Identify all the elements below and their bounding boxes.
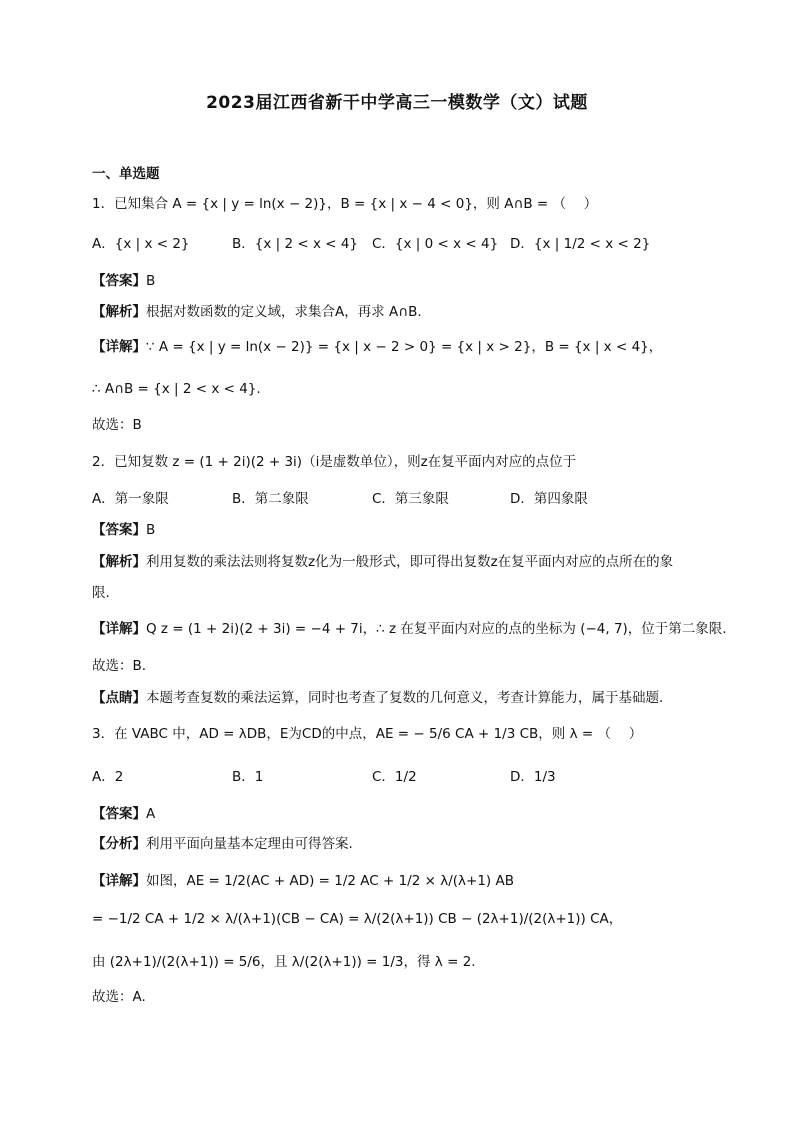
comment-tag: 【点睛】 [92,690,146,706]
q2-stem: 2．已知复数 z = (1 + 2i)(2 + 3i)（i是虚数单位），则z在复平面内对应的点位于 [92,454,577,470]
q3-detail-3: 由 (2λ+1)/(2(λ+1)) = 5/6，且 λ/(2(λ+1)) = 1/3，得 λ = 2. [92,954,476,970]
q2-option-a: A．第一象限 [92,491,169,507]
answer-tag: 【答案】 [92,273,146,289]
q3-stem: 3．在 VABC 中，AD = λDB，E为CD的中点，AE = − 5/6 CA + 1/3 CB，则 λ = （ ） [92,726,643,742]
q1-stem: 1．已知集合 A = {x | y = ln(x − 2)}，B = {x | x − 4 < 0}，则 A∩B = （ ） [92,196,598,212]
q2-option-b: B．第二象限 [232,491,309,507]
comment-text: 本题考查复数的乘法运算，同时也考查了复数的几何意义，考查计算能力，属于基础题. [146,690,664,706]
analysis-tag: 【解析】 [92,304,146,320]
answer-value: A [146,806,156,822]
q1-option-d: D．{x | 1/2 < x < 2} [510,236,651,252]
q2-detail [92,620,727,638]
section-heading: 一、单选题 [92,166,160,182]
detail-tag: 【详解】 [92,873,146,889]
answer-value: B [146,273,156,289]
q3-answer [92,805,155,823]
q1-option-a: A．{x | x < 2} [92,236,190,252]
q2-analysis [92,553,673,571]
analysis-text: 利用复数的乘法法则将复数z化为一般形式，即可得出复数z在复平面内对应的点所在的象 [146,554,674,570]
q2-comment [92,689,663,707]
analysis-tag: 【分析】 [92,836,146,852]
q1-choose: 故选：B [92,417,142,433]
q1-detail [92,338,662,356]
detail-text: ∵ A = {x | y = ln(x − 2)} = {x | x − 2 > 0} = {x | x > 2}，B = {x | x < 4}， [146,339,663,355]
q3-detail [92,872,514,890]
q1-option-b: B．{x | 2 < x < 4} [232,236,359,252]
q2-analysis-2: 限. [92,585,110,601]
answer-tag: 【答案】 [92,806,146,822]
q3-option-d: D．1/3 [510,769,556,785]
q3-option-c: C．1/2 [372,769,417,785]
q1-option-c: C．{x | 0 < x < 4} [372,236,499,252]
q1-detail-2: ∴ A∩B = {x | 2 < x < 4}. [92,381,261,397]
answer-tag: 【答案】 [92,522,146,538]
analysis-text: 利用平面向量基本定理由可得答案. [146,836,353,852]
q2-option-c: C．第三象限 [372,491,449,507]
q2-answer [92,521,155,539]
q2-option-d: D．第四象限 [510,491,588,507]
q1-analysis [92,303,422,321]
q1-answer [92,272,155,290]
q2-choose: 故选：B. [92,658,147,674]
detail-tag: 【详解】 [92,621,146,637]
analysis-text: 根据对数函数的定义域，求集合A，再求 A∩B. [146,304,422,320]
page-title: 2023届江西省新干中学高三一模数学（文）试题 [206,93,588,113]
q3-analysis [92,835,353,853]
detail-text: Q z = (1 + 2i)(2 + 3i) = −4 + 7i，∴ z 在复平面内对应的点的坐标为 (−4, 7)，位于第二象限. [146,621,727,637]
detail-tag: 【详解】 [92,339,146,355]
q3-option-a: A．2 [92,769,124,785]
analysis-tag: 【解析】 [92,554,146,570]
q3-detail-2: = −1/2 CA + 1/2 × λ/(λ+1)(CB − CA) = λ/(2(λ+1)) CB − (2λ+1)/(2(λ+1)) CA， [92,911,623,927]
answer-value: B [146,522,156,538]
q3-option-b: B．1 [232,769,264,785]
q3-choose: 故选：A. [92,989,146,1005]
detail-text: 如图，AE = 1/2(AC + AD) = 1/2 AC + 1/2 × λ/(λ+1) AB [146,873,514,889]
